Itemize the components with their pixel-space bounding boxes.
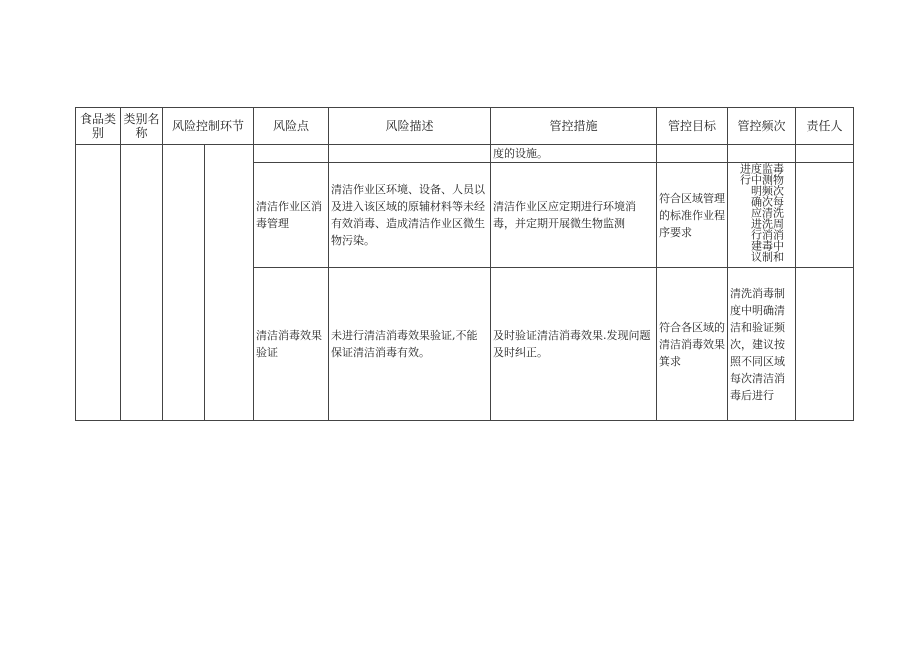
risk-description-cell: 未进行清洁消毒效果验证,不能保证清洁消毒有效。 [329,268,491,421]
header-category-name: 类别名称 [121,108,163,145]
header-responsible-person: 责任人 [796,108,854,145]
risk-point-cell: 清洁消毒效果验证 [254,268,329,421]
cont-control-measures: 度的设施。 [491,145,657,163]
control-target-cell: 符合各区域的清洁消毒效果箕求 [657,268,728,421]
cont-risk-description [329,145,491,163]
risk-step-cell-a [163,145,205,421]
control-frequency-cell: 清洗消毒制度中明确清洁和验证频次，建议按照不同区域每次清洁消毒后进行 [728,268,796,421]
cont-control-frequency [728,145,796,163]
header-control-target: 管控目标 [657,108,728,145]
control-frequency-vertical-text: 毒物次每洗周消中和监测频次清洗消毒制度中明确应进行建议进行 [738,163,785,262]
control-measures-cell: 及时验证清洁消毒效果.发现问题及时纠正。 [491,268,657,421]
control-target-cell: 符合区域管理的标准作业程序要求 [657,163,728,268]
header-row [76,108,854,145]
header-risk-control-step: 风险控制环节 [163,108,254,145]
header-control-measures: 管控措施 [491,108,657,145]
category-name-cell [121,145,163,421]
cont-risk-point [254,145,329,163]
header-risk-point: 风险点 [254,108,329,145]
header-control-frequency: 管控频次 [728,108,796,145]
risk-point-cell: 清洁作业区消毒管理 [254,163,329,268]
risk-control-table [75,107,854,421]
food-category-cell [76,145,121,421]
risk-step-cell-b [205,145,254,421]
header-risk-description: 风险描述 [329,108,491,145]
control-frequency-cell [728,163,796,268]
continuation-row [76,145,854,163]
cont-control-target [657,145,728,163]
responsible-person-cell [796,268,854,421]
risk-description-cell: 清洁作业区环境、设备、人员以及进入该区域的原辅材料等未经有效消毒、造成清洁作业区微生物污染。 [329,163,491,268]
control-measures-cell: 清洁作业区应定期进行环境消毒，并定期开展微生物监测 [491,163,657,268]
responsible-person-cell [796,163,854,268]
cont-responsible-person [796,145,854,163]
vertical-text-wrap [730,163,793,267]
header-food-category: 食品类别 [76,108,121,145]
